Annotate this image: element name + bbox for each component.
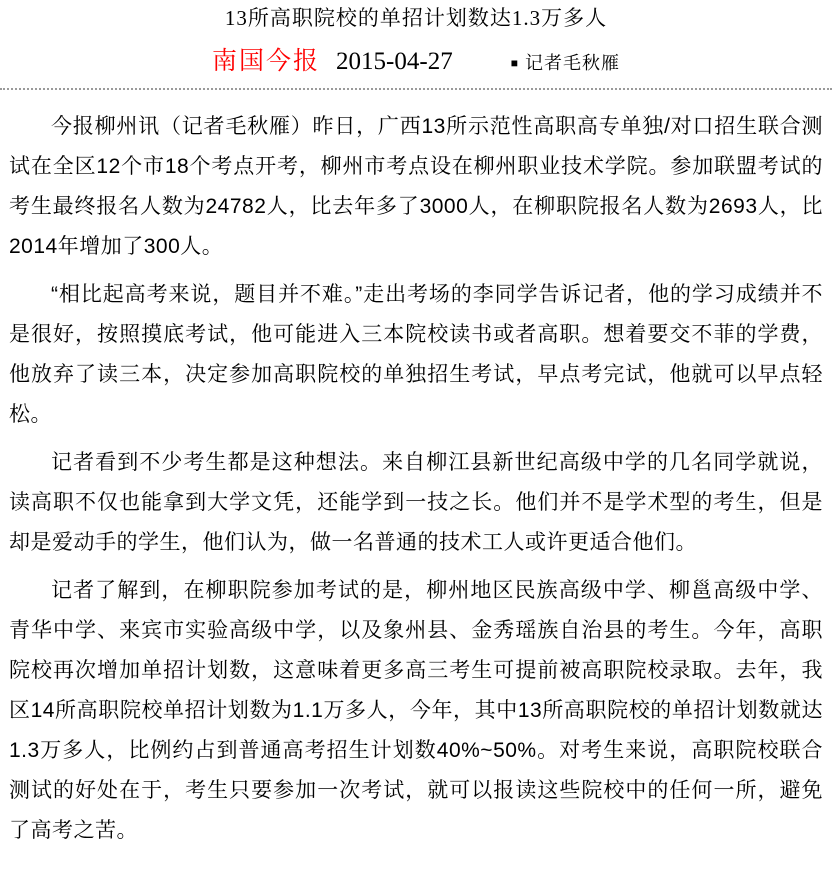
article-paragraph: “相比起高考来说，题目并不难。”走出考场的李同学告诉记者，他的学习成绩并不是很好，按照摸底考试，他可能进入三本院校读书或者高职。想着要交不菲的学费，他放弃了读三本，决定参加高职院校的单独招生考试，早点考完试，他就可以早点轻松。 <box>9 283 823 426</box>
article-title: 13所高职院校的单招计划数达1.3万多人 <box>224 6 608 30</box>
article-header <box>0 0 832 77</box>
article-paragraph: 记者看到不少考生都是这种想法。来自柳江县新世纪高级中学的几名同学就说，读高职不仅也能拿到大学文凭，还能学到一技之长。他们并不是学术型的考生，但是却是爱动手的学生，他们认为，做一名普通的技术工人或许更适合他们。 <box>9 451 823 554</box>
square-bullet-icon: ■ <box>510 56 518 70</box>
byline <box>0 41 832 77</box>
article-paragraph: 今报柳州讯（记者毛秋雁）昨日，广西13所示范性高职高专单独/对口招生联合测试在全区12个市18个考点开考，柳州市考点设在柳州职业技术学院。参加联盟考试的考生最终报名人数为24782人，比去年多了3000人，在柳职院报名人数为2693人，比2014年增加了300人。 <box>9 115 823 258</box>
source-name: 南国今报 <box>212 48 321 75</box>
reporter-credit <box>511 49 620 75</box>
article-body <box>0 90 832 871</box>
publish-date: 2015-04-27 <box>336 48 453 75</box>
article-paragraph: 记者了解到，在柳职院参加考试的是，柳州地区民族高级中学、柳邕高级中学、青华中学、来宾市实验高级中学，以及象州县、金秀瑶族自治县的考生。今年，高职院校再次增加单招计划数，这意味着更多高三考生可提前被高职院校录取。去年，我区14所高职院校单招计划数为1.1万多人，今年，其中13所高职院校的单招计划数就达1.3万多人，比例约占到普通高考招生计划数40%~50%。对考生来说，高职院校联合测试的好处在于，考生只要参加一次考试，就可以报读这些院校中的任何一所，避免了高考之苦。 <box>9 579 823 842</box>
reporter-name: 记者毛秋雁 <box>524 53 620 73</box>
